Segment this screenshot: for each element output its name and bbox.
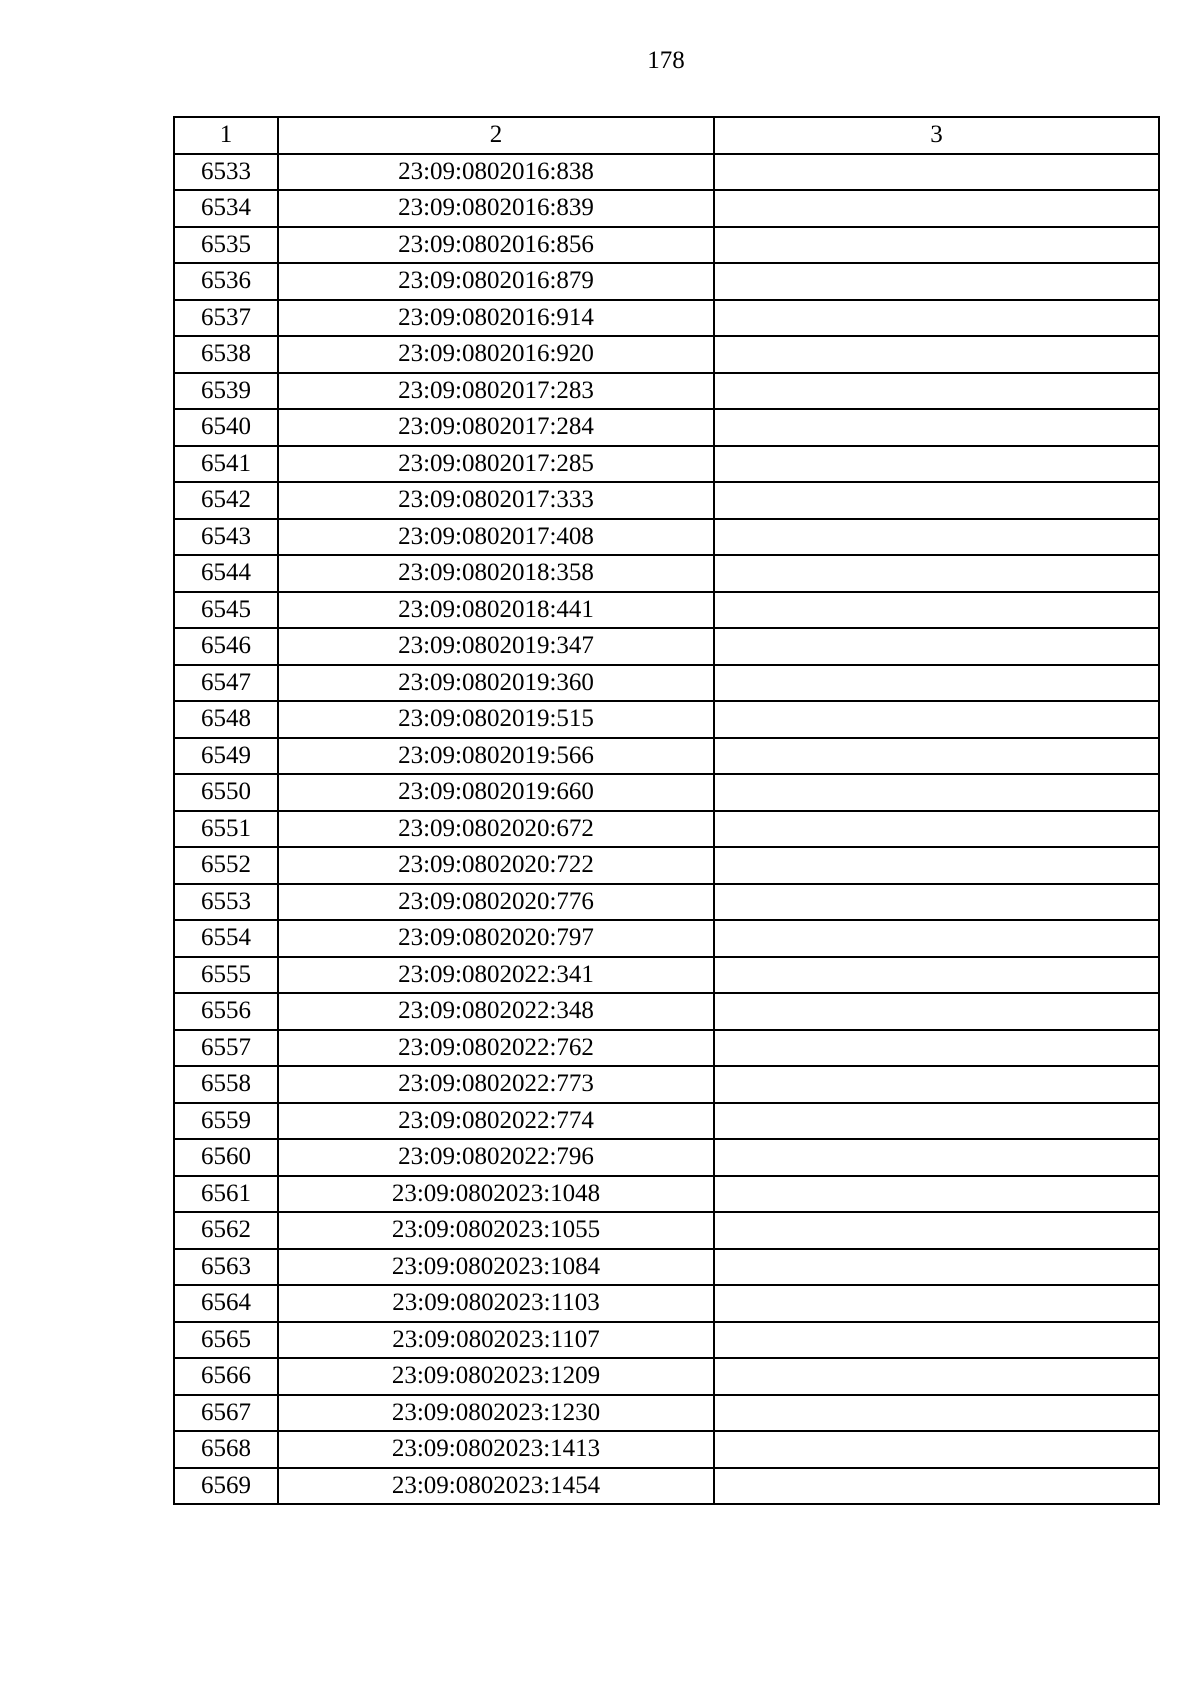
table-row — [174, 738, 1159, 775]
note-cell — [714, 665, 1159, 702]
table-row — [174, 263, 1159, 300]
cadastral-number-cell: 23:09:0802023:1107 — [278, 1322, 714, 1359]
note-cell — [714, 1249, 1159, 1286]
table-row — [174, 811, 1159, 848]
row-number-cell: 6560 — [174, 1139, 278, 1176]
cadastral-number-cell: 23:09:0802016:920 — [278, 336, 714, 373]
cadastral-number-cell: 23:09:0802016:914 — [278, 300, 714, 337]
note-cell — [714, 1212, 1159, 1249]
cadastral-number-cell: 23:09:0802019:660 — [278, 774, 714, 811]
cadastral-number-cell: 23:09:0802023:1048 — [278, 1176, 714, 1213]
cadastral-number-cell: 23:09:0802020:797 — [278, 920, 714, 957]
cadastral-number-cell: 23:09:0802022:773 — [278, 1066, 714, 1103]
row-number-cell: 6563 — [174, 1249, 278, 1286]
column-header-2: 2 — [278, 117, 714, 154]
note-cell — [714, 920, 1159, 957]
cadastral-number-cell: 23:09:0802019:347 — [278, 628, 714, 665]
column-header-1: 1 — [174, 117, 278, 154]
row-number-cell: 6549 — [174, 738, 278, 775]
note-cell — [714, 336, 1159, 373]
row-number-cell: 6536 — [174, 263, 278, 300]
row-number-cell: 6541 — [174, 446, 278, 483]
cadastral-number-cell: 23:09:0802023:1103 — [278, 1285, 714, 1322]
cadastral-number-cell: 23:09:0802022:341 — [278, 957, 714, 994]
row-number-cell: 6533 — [174, 154, 278, 191]
note-cell — [714, 482, 1159, 519]
table-row — [174, 482, 1159, 519]
table-row — [174, 1030, 1159, 1067]
table-row — [174, 665, 1159, 702]
table-row — [174, 1468, 1159, 1505]
note-cell — [714, 993, 1159, 1030]
row-number-cell: 6562 — [174, 1212, 278, 1249]
row-number-cell: 6556 — [174, 993, 278, 1030]
row-number-cell: 6559 — [174, 1103, 278, 1140]
cadastral-number-cell: 23:09:0802017:408 — [278, 519, 714, 556]
row-number-cell: 6564 — [174, 1285, 278, 1322]
row-number-cell: 6538 — [174, 336, 278, 373]
table-row — [174, 409, 1159, 446]
table-row — [174, 884, 1159, 921]
cadastral-number-cell: 23:09:0802020:722 — [278, 847, 714, 884]
row-number-cell: 6567 — [174, 1395, 278, 1432]
table-row — [174, 1249, 1159, 1286]
note-cell — [714, 1176, 1159, 1213]
note-cell — [714, 1139, 1159, 1176]
cadastral-number-cell: 23:09:0802018:358 — [278, 555, 714, 592]
row-number-cell: 6561 — [174, 1176, 278, 1213]
row-number-cell: 6551 — [174, 811, 278, 848]
table-row — [174, 300, 1159, 337]
table-row — [174, 446, 1159, 483]
table-row — [174, 993, 1159, 1030]
table-row — [174, 701, 1159, 738]
cadastral-number-cell: 23:09:0802022:348 — [278, 993, 714, 1030]
table-row — [174, 1285, 1159, 1322]
cadastral-number-cell: 23:09:0802023:1209 — [278, 1358, 714, 1395]
row-number-cell: 6544 — [174, 555, 278, 592]
note-cell — [714, 154, 1159, 191]
cadastral-number-cell: 23:09:0802017:333 — [278, 482, 714, 519]
table-row — [174, 154, 1159, 191]
table-row — [174, 1066, 1159, 1103]
table-row — [174, 847, 1159, 884]
cadastral-number-cell: 23:09:0802023:1084 — [278, 1249, 714, 1286]
cadastral-number-cell: 23:09:0802017:283 — [278, 373, 714, 410]
row-number-cell: 6540 — [174, 409, 278, 446]
cadastral-number-cell: 23:09:0802019:515 — [278, 701, 714, 738]
note-cell — [714, 190, 1159, 227]
note-cell — [714, 1103, 1159, 1140]
row-number-cell: 6565 — [174, 1322, 278, 1359]
cadastral-number-cell: 23:09:0802022:796 — [278, 1139, 714, 1176]
row-number-cell: 6553 — [174, 884, 278, 921]
cadastral-number-cell: 23:09:0802022:774 — [278, 1103, 714, 1140]
row-number-cell: 6542 — [174, 482, 278, 519]
table-row — [174, 1139, 1159, 1176]
row-number-cell: 6558 — [174, 1066, 278, 1103]
table-row — [174, 190, 1159, 227]
page-number: 178 — [647, 47, 685, 74]
note-cell — [714, 1030, 1159, 1067]
row-number-cell: 6569 — [174, 1468, 278, 1505]
note-cell — [714, 811, 1159, 848]
note-cell — [714, 847, 1159, 884]
table-row — [174, 227, 1159, 264]
cadastral-number-cell: 23:09:0802017:285 — [278, 446, 714, 483]
cadastral-table — [173, 116, 1160, 1505]
table-row — [174, 957, 1159, 994]
note-cell — [714, 519, 1159, 556]
note-cell — [714, 1285, 1159, 1322]
table-row — [174, 373, 1159, 410]
table-row — [174, 1322, 1159, 1359]
table-header-row — [174, 117, 1159, 154]
cadastral-number-cell: 23:09:0802023:1454 — [278, 1468, 714, 1505]
table-row — [174, 1358, 1159, 1395]
cadastral-number-cell: 23:09:0802023:1413 — [278, 1431, 714, 1468]
note-cell — [714, 738, 1159, 775]
row-number-cell: 6535 — [174, 227, 278, 264]
cadastral-number-cell: 23:09:0802016:879 — [278, 263, 714, 300]
table-body — [174, 154, 1159, 1505]
cadastral-number-cell: 23:09:0802023:1055 — [278, 1212, 714, 1249]
cadastral-number-cell: 23:09:0802022:762 — [278, 1030, 714, 1067]
cadastral-number-cell: 23:09:0802019:360 — [278, 665, 714, 702]
note-cell — [714, 300, 1159, 337]
cadastral-number-cell: 23:09:0802023:1230 — [278, 1395, 714, 1432]
note-cell — [714, 628, 1159, 665]
row-number-cell: 6552 — [174, 847, 278, 884]
note-cell — [714, 1431, 1159, 1468]
note-cell — [714, 409, 1159, 446]
cadastral-number-cell: 23:09:0802020:776 — [278, 884, 714, 921]
cadastral-number-cell: 23:09:0802017:284 — [278, 409, 714, 446]
row-number-cell: 6554 — [174, 920, 278, 957]
row-number-cell: 6534 — [174, 190, 278, 227]
cadastral-number-cell: 23:09:0802016:856 — [278, 227, 714, 264]
column-header-3: 3 — [714, 117, 1159, 154]
table-row — [174, 592, 1159, 629]
row-number-cell: 6550 — [174, 774, 278, 811]
table-row — [174, 628, 1159, 665]
table-row — [174, 1103, 1159, 1140]
note-cell — [714, 373, 1159, 410]
table-row — [174, 336, 1159, 373]
note-cell — [714, 884, 1159, 921]
row-number-cell: 6537 — [174, 300, 278, 337]
note-cell — [714, 774, 1159, 811]
note-cell — [714, 1066, 1159, 1103]
table-row — [174, 1431, 1159, 1468]
row-number-cell: 6539 — [174, 373, 278, 410]
table-row — [174, 1176, 1159, 1213]
cadastral-number-cell: 23:09:0802016:838 — [278, 154, 714, 191]
table-row — [174, 519, 1159, 556]
row-number-cell: 6543 — [174, 519, 278, 556]
row-number-cell: 6546 — [174, 628, 278, 665]
table-row — [174, 774, 1159, 811]
note-cell — [714, 701, 1159, 738]
table-row — [174, 920, 1159, 957]
note-cell — [714, 957, 1159, 994]
note-cell — [714, 592, 1159, 629]
note-cell — [714, 1395, 1159, 1432]
row-number-cell: 6547 — [174, 665, 278, 702]
table-row — [174, 1212, 1159, 1249]
note-cell — [714, 555, 1159, 592]
row-number-cell: 6548 — [174, 701, 278, 738]
cadastral-number-cell: 23:09:0802016:839 — [278, 190, 714, 227]
note-cell — [714, 446, 1159, 483]
note-cell — [714, 227, 1159, 264]
cadastral-number-cell: 23:09:0802019:566 — [278, 738, 714, 775]
row-number-cell: 6568 — [174, 1431, 278, 1468]
note-cell — [714, 263, 1159, 300]
table-row — [174, 555, 1159, 592]
row-number-cell: 6557 — [174, 1030, 278, 1067]
row-number-cell: 6545 — [174, 592, 278, 629]
row-number-cell: 6555 — [174, 957, 278, 994]
table-row — [174, 1395, 1159, 1432]
row-number-cell: 6566 — [174, 1358, 278, 1395]
note-cell — [714, 1468, 1159, 1505]
note-cell — [714, 1322, 1159, 1359]
cadastral-number-cell: 23:09:0802018:441 — [278, 592, 714, 629]
note-cell — [714, 1358, 1159, 1395]
cadastral-number-cell: 23:09:0802020:672 — [278, 811, 714, 848]
